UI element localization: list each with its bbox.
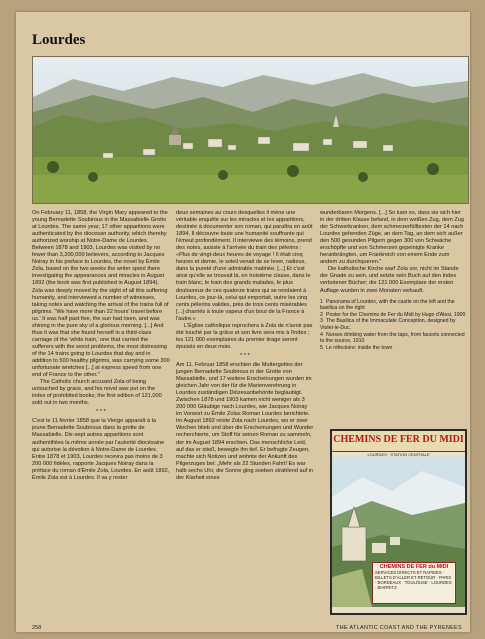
caption-item: 5 Le réfectoire: inside the town (320, 344, 393, 351)
french-paragraph-2: deux semaines au cours desquelles il mène une véritable enquête sur les miracles et les apparitions, destinée à documenter son roman, qui paraîtra en août 1894. Il découvre toute une humanité souffrante qui l'émeut profondément. Il interviewe des témoins, prend des notes, assiste à l'arrivée du train des pèlerins : «Plus de vingt-deux heures de voyage ! Il était cinq heures et demie, le soleil venait de se lever, radieux, dans la pureté d'une admirable matinée. [...] Et c'est ainsi qu'elle se trouvait là, en troisième classe, dans le train blanc, le train des grands malades, le plus douloureux de ces quatorze trains qui se rendaient à Lourdes, ce jour-là, celui qui emportait, outre les cinq cents pèlerins valides, près de trois cents misérables [...] charriés à toute vapeur d'un bout de la France à l'autre.» (176, 210, 313, 322)
page-title: Lourdes (32, 32, 86, 48)
section-title: THE ATLANTIC COAST AND THE PYRENEES (335, 625, 462, 631)
english-paragraph-2: The Catholic church accused Zola of being untouched by grace, and his novel was put on the index of prohibited books; the first edition of 121,000 sold out in two months. (32, 379, 162, 407)
page-number: 258 (32, 625, 42, 631)
french-paragraph-3: L'Église catholique reprochera à Zola de n'avoir pas été touché par la grâce et son livre sera mis à l'index ; les 121 000 exemplaires du premier tirage seront épuisés en deux mois. (176, 322, 313, 350)
caption-item: 4 Nurses drinking water from the taps, from faucets connected to the source, 1910 (320, 331, 465, 345)
poster-headline: CHEMINS DE FER DU MIDI (332, 431, 465, 452)
text-column-2 (176, 210, 314, 482)
caption-item: 3 The Basilica of the Immaculate Conception, designed by Violet-le-Duc. (320, 318, 456, 331)
caption-list (320, 299, 466, 352)
poster-box-title: CHEMINS DE FER du MIDI (379, 564, 449, 570)
poster-subline: LOURDES · STATION CENTRALE (367, 452, 430, 457)
german-paragraph-1: Am 11. Februar 1858 erschien die Muttergottes der jungen Bernadette Soubirous in der Grotte von Massabielle, und 17 weitere Erscheinungen wurden im gleichen Jahr von der für die Marienverehrung in Lourdes zuständigen Diözesanbehörde beglaubigt. Zwischen 1878 und 1903 kamen nicht weniger als 3 200 000 Gläubige nach Lourdes, wie Jacques Noiray im Vorwort zu Émile Zolas Roman Lourdes berichtete. Im August 1892 reiste Zola nach Lourdes, wo er zwei Wochen blieb und über die Erscheinungen und Wunder recherchierte, um Stoff für seinen Roman zu sammeln, der im August 1894 erschien. Das menschliche Leid, auf das er stieß, bewegte ihn tief. Er befragte Zeugen, machte sich Notizen und wohnte der Ankunft des Pilgerzuges bei: „Mehr als 22 Stunden Fahrt! Es war halb sechs Uhr, die Sonne ging soeben strahlend auf in der Klarheit eines (176, 361, 314, 481)
caption-item: 2 Poster for the Chemins de Fer du Midi by Hugo d'Alesi, 1900 (320, 311, 466, 318)
poster-info-box (372, 562, 456, 604)
german-paragraph-2: wunderbaren Morgens. [...] So kam es, dass sie sich hier in der dritten Klasse befand, in dem weißen Zug, dem Zug der Schwerkranken, dem schmerzerfülltesten der 14 nach Lourdes gehenden Züge, an dem Tag, an dem sich außer den 500 gesunden Pilgern gegen 300 von Schwäche erschöpfte und von Schmerzen gepeinigte Kranke heranbrängten, um Frankreich von einem Ende zum andern zu durchqueren." (320, 210, 464, 266)
english-paragraph-1: On February 11, 1858, the Virgin Mary appeared to the young Bernadette Soubirous in the Massabielle Grotto at Lourdes. The same year, 17 other apparitions were authenticated by the diocesan authority, which thereby authorized worship at Notre-Dame de Lourdes. Between 1878 and 1903, Lourdes was visited by no fewer than 3,200,000 believers, according to Jacques Noiray in his preface to Lourdes, the novel by Émile Zola, based on the two weeks the writer spent there investigating the appearances and miracles in August 1892 (the book was first published in August 1894). Zola was deeply moved by the sight of all this suffering humanity, and interviewed a number of witnesses, taking notes and watching the arrival of the trains full of pilgrims. "We have more than 22 hours' travel before us.' It was half past five, the sun had risen, and was shining in the pure sky of a glorious morning. [...] And thus it was that she found herself in a third-class carriage of the 'white train,' one that carried the sufferers with the worst problems, the most distressing of the 14 trains going to Lourdes that day and in addition to 500 healthy pilgrims, was carrying some 300 unfortunate wretches [...] at express speed from one end of France to the other." (32, 210, 170, 379)
book-page (16, 12, 470, 632)
railway-poster (330, 429, 467, 615)
text-column-3 (320, 210, 466, 351)
section-divider: * * * (240, 352, 250, 359)
german-paragraph-3: Die katholische Kirche warf Zola vor, nicht im Stande der Gnade zu sein, und setzte sein Buch auf den Index verbotener Bücher; die 121 000 Exemplare der ersten Auflage wurden in zwei Monaten verkauft. (320, 266, 459, 294)
text-column-1 (32, 210, 170, 482)
french-paragraph-1: C'est le 11 février 1858 que la Vierge apparaît à la jeune Bernadette Soubirous dans la grotte de Massabielle. Dix-sept autres apparitions sont authentifiées la même année par l'autorité diocésaine qui autorise la dévotion à Notre-Dame de Lourdes. Entre 1878 et 1903, Lourdes recevra pas moins de 3 200 000 fidèles, rapporte Jacques Noiray dans la préface du roman d'Émile Zola, Lourdes. En août 1892, Émile Zola est à Lourdes. Il va y rester (32, 418, 170, 481)
poster-box-text: SERVICES DIRECTS ET RAPIDES · BILLETS D'ALLER ET RETOUR · PARIS · BORDEAUX · TOULOUSE · LOURDES · BIARRITZ (375, 570, 452, 590)
caption-item: 1 Panorama of Lourdes, with the castle on the left and the basilica on the right (320, 298, 455, 312)
section-divider: * * * (96, 409, 106, 416)
lourdes-panorama-photo (32, 56, 469, 204)
